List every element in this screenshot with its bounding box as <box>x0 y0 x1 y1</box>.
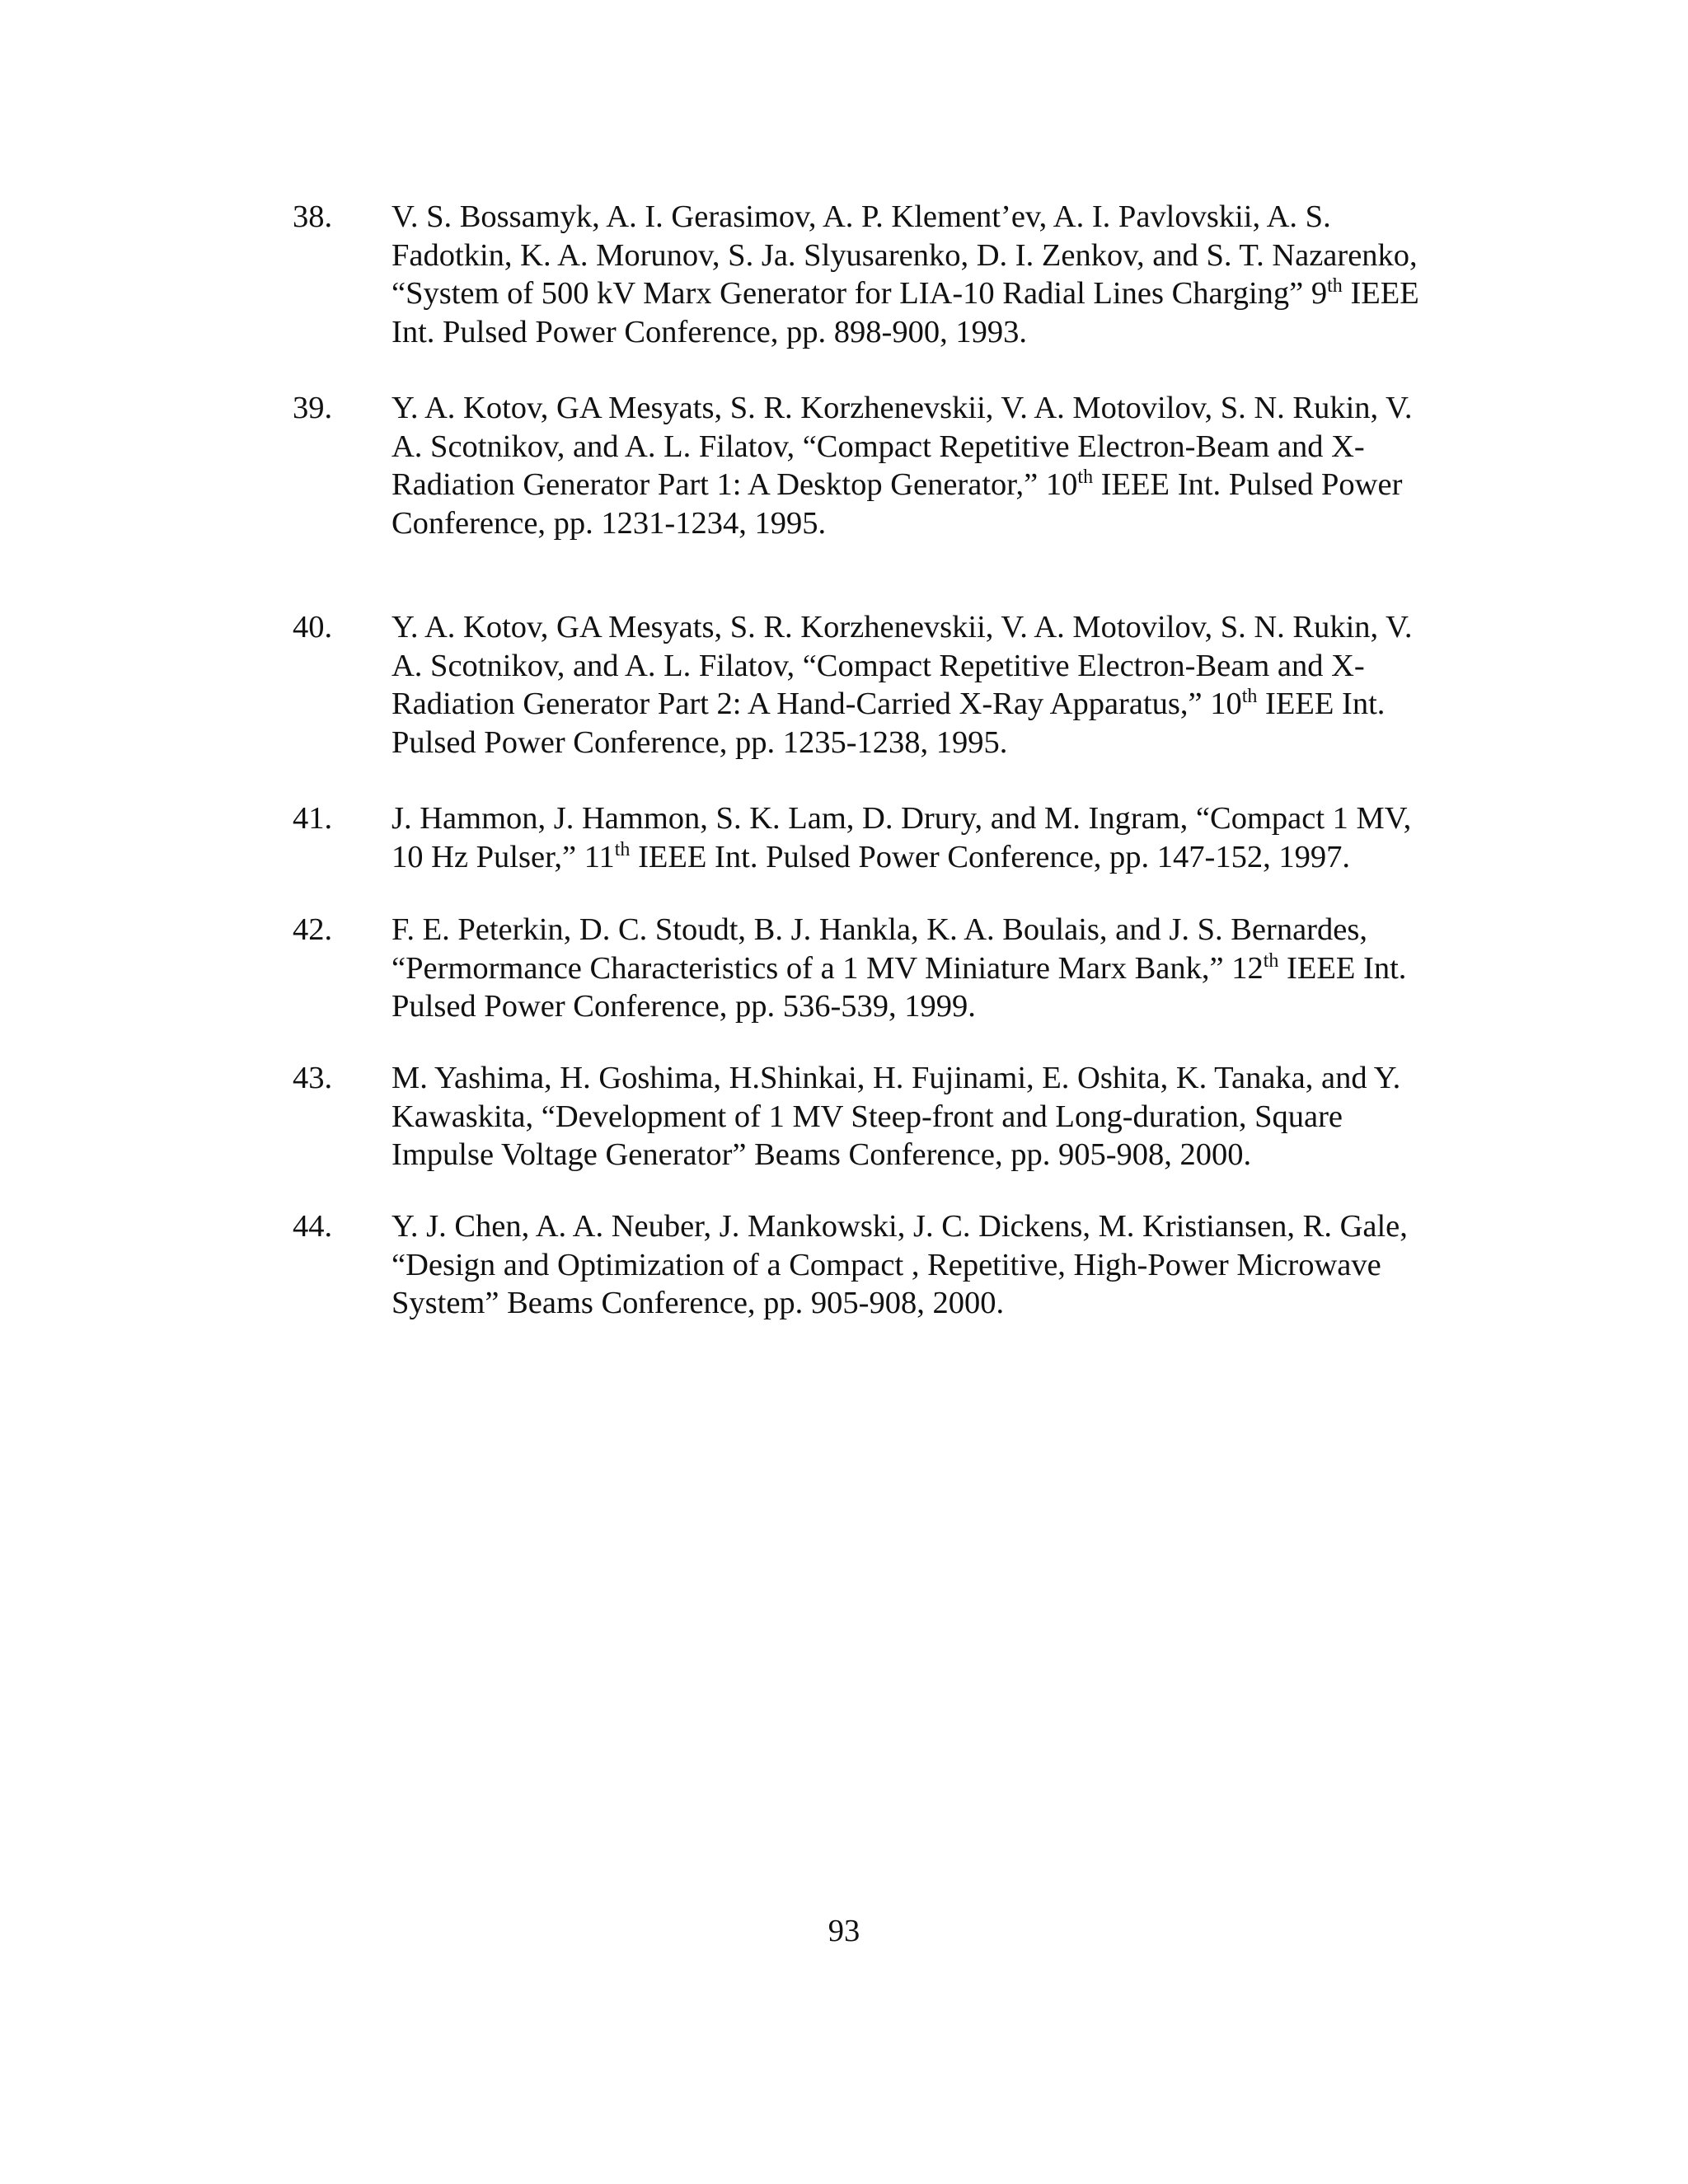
reference-text-segment: Int. Pulsed Power Conference, pp. 898-900, 1993. <box>392 314 1027 349</box>
ordinal-superscript: th <box>1263 949 1279 972</box>
reference-item <box>293 1207 1471 1323</box>
reference-text-segment: J. Hammon, J. Hammon, S. K. Lam, D. Drury, and M. Ingram, “Compact 1 MV, <box>392 801 1412 836</box>
reference-line <box>392 504 1471 543</box>
reference-number: 40. <box>293 610 333 644</box>
reference-text-segment: 10 Hz Pulser,” 11 <box>392 839 615 874</box>
reference-number: 39. <box>293 391 333 425</box>
reference-line <box>392 1207 1471 1246</box>
reference-item <box>293 389 1471 542</box>
reference-item <box>293 1059 1471 1174</box>
reference-text-segment: A. Scotnikov, and A. L. Filatov, “Compact Repetitive Electron-Beam and X- <box>392 429 1365 464</box>
reference-text <box>392 389 1471 542</box>
reference-text-segment: IEEE Int. <box>1278 950 1407 986</box>
reference-line <box>392 608 1471 647</box>
reference-line <box>392 1246 1471 1285</box>
reference-line <box>392 1136 1471 1174</box>
reference-text <box>392 608 1471 762</box>
reference-text <box>392 911 1471 1026</box>
reference-text-segment: “System of 500 kV Marx Generator for LIA-10 Radial Lines Charging” 9 <box>392 276 1328 311</box>
reference-line <box>392 1284 1471 1323</box>
reference-text <box>392 799 1471 876</box>
reference-text-segment: IEEE Int. <box>1257 687 1386 721</box>
reference-text-segment: Conference, pp. 1231-1234, 1995. <box>392 505 827 541</box>
reference-number: 43. <box>293 1061 333 1095</box>
reference-number: 38. <box>293 199 333 234</box>
reference-text-segment: Kawaskita, “Development of 1 MV Steep-front and Long-duration, Square <box>392 1099 1343 1134</box>
reference-number: 42. <box>293 912 333 947</box>
reference-item <box>293 608 1471 762</box>
reference-text-segment: IEEE Int. Pulsed Power <box>1093 467 1403 502</box>
reference-line <box>392 724 1471 762</box>
reference-line <box>392 1059 1471 1098</box>
ordinal-superscript: th <box>1241 686 1258 707</box>
reference-line <box>392 987 1471 1026</box>
reference-text-segment: Y. A. Kotov, GA Mesyats, S. R. Korzhenevskii, V. A. Motovilov, S. N. Rukin, V. <box>392 610 1413 644</box>
reference-text <box>392 1207 1471 1323</box>
ordinal-superscript: th <box>1077 466 1094 488</box>
reference-text-segment: Pulsed Power Conference, pp. 1235-1238, 1995. <box>392 724 1008 760</box>
reference-text-segment: “Design and Optimization of a Compact , Repetitive, High-Power Microwave <box>392 1247 1381 1282</box>
reference-line <box>392 274 1471 313</box>
reference-text-segment: Impulse Voltage Generator” Beams Conference, pp. 905-908, 2000. <box>392 1137 1252 1172</box>
reference-line <box>392 647 1471 686</box>
reference-line <box>392 1098 1471 1137</box>
reference-text-segment: Y. A. Kotov, GA Mesyats, S. R. Korzhenevskii, V. A. Motovilov, S. N. Rukin, V. <box>392 391 1413 425</box>
reference-line <box>392 313 1471 352</box>
reference-text <box>392 1059 1471 1174</box>
reference-line <box>392 198 1471 237</box>
reference-text-segment: Radiation Generator Part 1: A Desktop Generator,” 10 <box>392 467 1078 502</box>
reference-text-segment: Radiation Generator Part 2: A Hand-Carried X-Ray Apparatus,” 10 <box>392 687 1242 721</box>
reference-item <box>293 198 1471 351</box>
reference-line <box>392 237 1471 275</box>
reference-number: 41. <box>293 801 333 836</box>
reference-number: 44. <box>293 1209 333 1244</box>
reference-text-segment: M. Yashima, H. Goshima, H.Shinkai, H. Fujinami, E. Oshita, K. Tanaka, and Y. <box>392 1061 1401 1095</box>
page-number: 93 <box>828 1914 860 1948</box>
ordinal-superscript: th <box>1327 275 1343 297</box>
reference-item <box>293 911 1471 1026</box>
reference-text <box>392 198 1471 351</box>
reference-line <box>392 799 1471 838</box>
reference-line <box>392 389 1471 428</box>
reference-line <box>392 911 1471 949</box>
reference-text-segment: “Permormance Characteristics of a 1 MV Miniature Marx Bank,” 12 <box>392 950 1264 986</box>
reference-text-segment: V. S. Bossamyk, A. I. Gerasimov, A. P. Klement’ev, A. I. Pavlovskii, A. S. <box>392 199 1331 234</box>
reference-text-segment: Fadotkin, K. A. Morunov, S. Ja. Slyusarenko, D. I. Zenkov, and S. T. Nazarenko, <box>392 237 1418 273</box>
reference-text-segment: A. Scotnikov, and A. L. Filatov, “Compact Repetitive Electron-Beam and X- <box>392 648 1365 683</box>
reference-text-segment: System” Beams Conference, pp. 905-908, 2000. <box>392 1286 1005 1320</box>
reference-line <box>392 428 1471 466</box>
reference-line <box>392 685 1471 724</box>
reference-line <box>392 949 1471 988</box>
reference-line <box>392 466 1471 504</box>
reference-text-segment: Y. J. Chen, A. A. Neuber, J. Mankowski, J. C. Dickens, M. Kristiansen, R. Gale, <box>392 1209 1408 1244</box>
reference-text-segment: Pulsed Power Conference, pp. 536-539, 1999. <box>392 989 976 1024</box>
reference-text-segment: IEEE <box>1342 276 1419 311</box>
reference-text-segment: F. E. Peterkin, D. C. Stoudt, B. J. Hankla, K. A. Boulais, and J. S. Bernardes, <box>392 912 1367 947</box>
reference-item <box>293 799 1471 876</box>
reference-text-segment: IEEE Int. Pulsed Power Conference, pp. 147-152, 1997. <box>630 839 1351 874</box>
reference-line <box>392 838 1471 877</box>
ordinal-superscript: th <box>614 838 631 860</box>
